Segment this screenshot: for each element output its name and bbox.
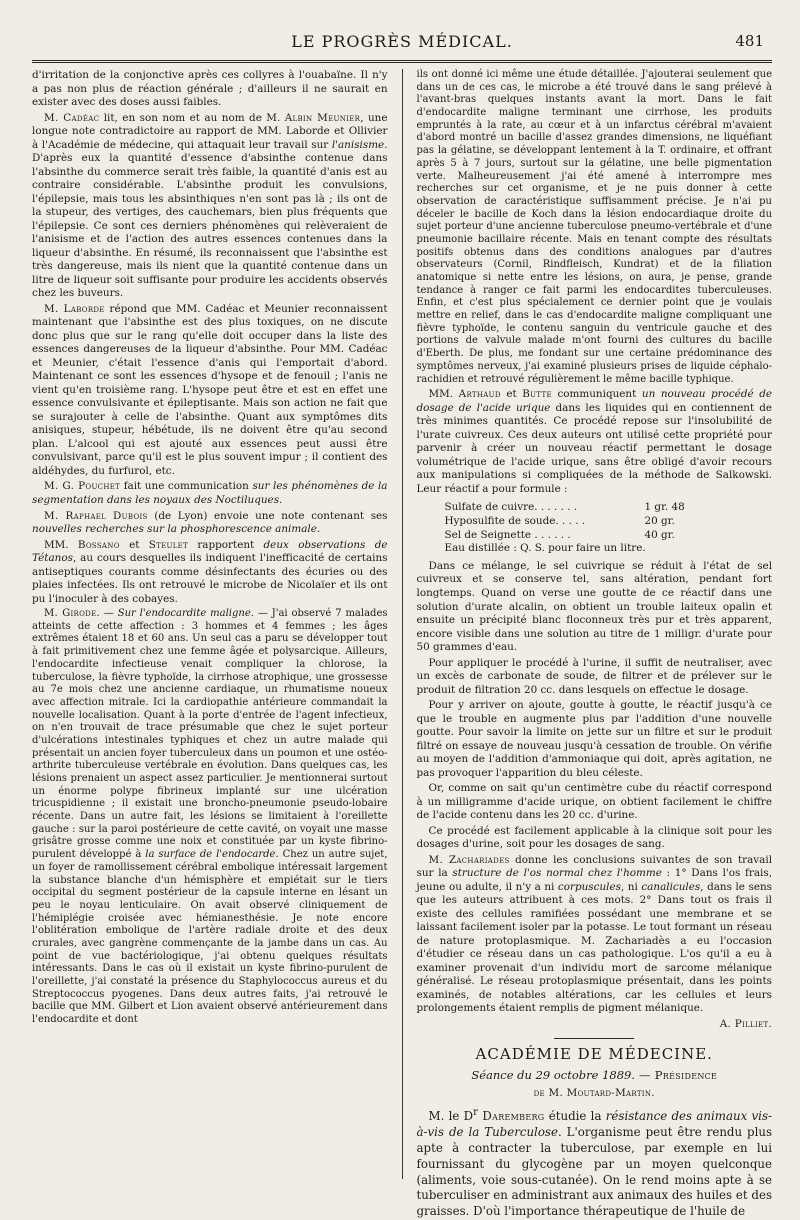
ingredient-quantity: 40 gr.: [644, 529, 675, 542]
signature: A. Pilliet.: [719, 1017, 773, 1030]
paragraph: ils ont donné ici même une étude détaillée. J'ajouterai seulement que dans un de ces cas, le microbe a été trouvé dans le sang prélevé à l'avant-bras quelques instants avant la mort. Dans le fait d'endocardite maligne terminant une cirrhose, les produits empruntés à la rate, au cœur et à un infarctus cérébral m'avaient d'abord montré un bacille d'assez grandes dimensions, ne liquéfiant pas la gélatine, se développant lentement à la T. ordinaire, et offrant après 5 à 7 jours, surtout sur la gélatine, une belle pigmentation verte. Malheureusement j'ai été amené à interrompre mes recherches sur cet organisme, et je ne puis donner à cette observation de caractéristique suffisamment précise. Je n'ai pu déceler le bacille de Koch dans la lésion endocardiaque droite du sujet porteur d'une ancienne tuberculose pneumo-vertébrale et d'une pneumonie bacillaire récente. Mais en tenant compte des résultats positifs obtenus dans des conditions analogues par d'autres observateurs (Cornil, Rindfleisch, Kundrat) et de la filiation anatomique si nette entre les lésions, on aura, je pense, grande tendance à ranger ce fait parmi les endocardites tuberculeuses. Enfin, et c'est plus spécialement ce dernier point que je voulais mettre en relief, dans le cas d'endocardite maligne compliquant une fièvre typhoïde, le contenu sanguin du ventricule gauche et des portions de valvule malade m'ont fourni des cultures du bacille d'Eberth. De plus, me fondant sur une certaine prédominance des symptômes nerveux, j'ai examiné plusieurs prises de liquide céphalo-rachidien et retrouvé régulièrement le même bacille typhique.: [416, 69, 773, 385]
ingredient-name: Hyposulfite de soude. . . . .: [444, 515, 586, 528]
paragraph: [32, 510, 388, 537]
text-run: dans les liquides qui en contiennent de très minimes quantités. Ce procédé repose sur l'insolubilité de l'urate cuivreux. Ces deux auteurs ont utilisé cette propriété pour parvenir à créer un nouveau réactif permettant le dosage volumétrique de l'acide urique, sans être obligé d'avoir recours aux manipulations si compliquées de la méthode de Salkowski. Leur réactif a pour formule :: [416, 401, 773, 495]
paragraph: Or, comme on sait qu'un centimètre cube du réactif correspond à un milligramme d'acide urique, on obtient facilement le chiffre de l'acide contenu dans les 20 cc. d'urine.: [416, 782, 773, 822]
session-line: [417, 1068, 773, 1083]
italic-title: Sur l'endocardite maligne.: [117, 608, 254, 620]
paragraph: [417, 1106, 773, 1220]
paragraph: Dans ce mélange, le sel cuivrique se réduit à l'état de sel cuivreux et se conserve tel, sans altération, pendant fort longtemps. Quand on verse une goutte de ce réactif dans une solution d'urate alcalin, on obtient un trouble laiteux opalin et ensuite un précipité blanc floconneux très pur et très apparent, encore visible dans une solution au titre de 1 milligr. d'urate pour 50 grammes d'eau.: [416, 559, 773, 654]
text-run: —: [99, 608, 118, 620]
ingredient-name: Sulfate de cuivre. . . . . . .: [444, 501, 578, 514]
column-divider: [402, 69, 403, 1179]
text-run: — J'ai observé 7 malades atteints de cette affection : 3 hommes et 4 femmes ; les âges extrêmes étaient 18 et 60 ans. Un seul cas a paru se développer tout à fait primitivement chez une femme âgée et polysarcique. Ailleurs, l'endocardite infectieuse venait compliquer la chlorose, la tuberculose, la fièvre typhoïde, la cirrhose atrophique, une grossesse au 7e mois chez une ancienne cardiaque, un rhumatisme noueux avec affection mitrale. Ici la cardiopathie antérieure commandait la nouvelle localisation. Quant à la porte d'entrée de l'agent infectieux, on n'en trouvait de trace présumable que chez le sujet porteur d'ulcérations intestinales typhiques et chez un autre malade qui présentait un ancien foyer tuberculeux dans un poumon et une ostéo-arthrite tuberculeuse vertébrale en évolution. Dans quelques cas, les lésions prenaient un aspect assez particulier. Je mentionnerai surtout un énorme polype fibrineux implanté sur une ulcération tricuspidienne ; il existait une broncho-pneumonie pseudo-lobaire récente. Dans un autre fait, les lésions se limitaient à l'oreillette gauche : sur la paroi postérieure de cette cavité, on voyait une masse grisâtre grosse comme une noix et constituée par un kyste fibrino-purulent développé à: [32, 608, 388, 861]
running-head: [32, 30, 772, 56]
italic-title: sur les phénomènes de la segmentation dans les noyaux des Noctiluques.: [32, 480, 388, 506]
header-rule: [32, 60, 772, 63]
formula-total: Eau distillée : Q. S. pour faire un litre.: [444, 542, 646, 555]
formula-row: [445, 500, 695, 514]
italic-term: la surface de l'endocarde: [145, 849, 276, 861]
paragraph: Ce procédé est facilement applicable à la clinique soit pour les dosages d'urine, soit pour les dosages de sang.: [416, 824, 773, 851]
session-date: Séance du 29 octobre 1889.: [471, 1068, 636, 1082]
author-name: Bossano: [77, 538, 120, 551]
paragraph: Pour appliquer le procédé à l'urine, il suffit de neutraliser, avec un excès de carbonate de soude, de filtrer et de prélever sur le produit de filtration 20 cc. dans lesquels on effectue le dosage.: [416, 656, 773, 696]
formula-row: [445, 528, 695, 542]
left-column: [32, 69, 388, 1179]
author-name: M. Girode.: [44, 608, 100, 620]
superscript: r: [473, 1107, 478, 1119]
italic-term: l'anisisme: [331, 138, 385, 151]
author-name: Steulet: [148, 538, 189, 551]
formula-row: [445, 514, 695, 528]
text-run: , une longue note contradictoire au rapport de MM. Laborde et Ollivier à l'Académie de médecine, qui attaquait leur travail sur: [32, 111, 388, 151]
text-run: . L'organisme peut être rendu plus apte à contracter la tuberculose, par exemple en lui fournissant du glycogène par un moyen quelconque (aliments, voie sous-cutanée). On le rend moins apte à se tuberculiser en administrant aux animaux des huiles et des graisses. D'où l'importance thérapeutique de l'huile de: [416, 1125, 773, 1219]
italic-term: canalicules: [641, 880, 701, 893]
text-run: fait une communication: [120, 480, 253, 493]
text-run: étudie la: [544, 1109, 606, 1124]
text-run: MM.: [428, 388, 459, 401]
text-run: , au cours desquelles ils indiquent l'inefficacité de certains antiseptiques courants comme désinfectants des écuries ou des plaies infectées. Ils ont retrouvé le microbe de Nicolaïer et ils ont pu l'inoculer à des cobayes.: [32, 552, 388, 605]
text-run: MM.: [44, 538, 78, 551]
text-run: donne les conclusions suivantes de son travail sur la: [416, 853, 773, 880]
paragraph: [32, 112, 388, 301]
text-run: rapportent: [188, 538, 264, 551]
paragraph: [32, 608, 388, 1027]
text-run: et: [500, 388, 523, 401]
text-run: lit, en son nom et au nom de M.: [99, 111, 285, 124]
right-column: [416, 69, 773, 1219]
text-run: répond que MM. Cadéac et Meunier reconnaissent maintenant que l'absinthe est des plus toxiques, on ne discute donc plus que sur le rang qu'elle doit occuper dans la liste des essences dangereuses de la liqueur d'absinthe. Pour MM. Cadéac et Meunier, c'était l'essence d'anis qui l'emportait d'abord. Maintenant ce sont les essences d'hysope et de fenouil ; l'anis ne vient qu'en troisième rang. L'hysope peut être et est en effet une essence convulsivante et épileptisante. Mais son action ne fait que se surajouter à celle de l'absinthe. Quant aux symptômes dits anisiques, stupeur, hébétude, ils ne doivent être qu'au second plan. L'alcool qui est ajouté aux essences peut aussi être convulsivant, parce qu'il est le plus souvent impur ; il contient des aldéhydes, du furfurol, etc.: [32, 302, 388, 477]
paragraph: [417, 854, 773, 1016]
text-run: : 1° Dans l'os frais, jeune ou adulte, il n'y a ni: [416, 867, 773, 893]
paragraph: [417, 388, 773, 496]
text-run: , dans le sens que les auteurs attribuent à ces mots. 2° Dans tout os frais il existe des cellules ramifiées possédant une membrane et se laissant facilement isoler par la potasse. Le tout formant un réseau de nature protoplasmique. M. Zachariadès a eu l'occasion d'étudier ce réseau dans un cas pathologique. L'os qu'il a eu à examiner provenait d'un individu mort de sarcome mélanique généralisé. Le réseau protoplasmique présentait, dans les points examinés, de notables altérations, car les cellules et leurs prolongements étaient remplis de pigment mélanique.: [416, 880, 773, 1015]
paragraph: d'irritation de la conjonctive après ces collyres à l'ouabaïne. Il n'y a pas non plus de réaction générale ; d'ailleurs il ne saurait en exister avec des doses aussi faibles.: [32, 69, 388, 109]
text-run: et: [119, 538, 149, 551]
paragraph: Pour y arriver on ajoute, goutte à goutte, le réactif jusqu'à ce que le trouble en augmente plus par l'addition d'une nouvelle goutte. Pour savoir la limite on jette sur un filtre et sur le produit filtré on essaye de nouveau jusqu'à cessation de trouble. On vérifie au moyen de l'addition d'ammoniaque qui doit, après agitation, ne pas provoquer l'apparition du bleu céleste.: [416, 699, 773, 779]
presidency-label: — Présidence: [635, 1068, 718, 1082]
text-run: (de Lyon) envoie une note contenant ses: [147, 509, 388, 522]
italic-title: nouvelles recherches sur la phosphorescence animale.: [32, 523, 321, 536]
journal-title: LE PROGRÈS MÉDICAL.: [291, 32, 513, 51]
italic-title: un nouveau procédé de dosage de l'acide urique: [416, 388, 772, 414]
text-run: . D'après eux la quantité d'essence d'absinthe contenue dans l'absinthe du commerce serait très faible, la quantité d'anis est au contraire considérable. L'absinthe produit les convulsions, l'épilepsie, mais tous les absinthiques n'en sont pas là ; ils ont de la stupeur, des vertiges, des cauchemars, bien plus fréquents que l'épilepsie. Ce sont ces derniers phénomènes qui relèveraient de l'anisisme et de l'action des autres essences contenues dans la liqueur d'absinthe. En résumé, ils reconnaissent que l'absinthe est très dangereuse, mais ils nient que la quantité contenue dans un litre de liqueur soit suffisante pour produire les accidents observés chez les buveurs.: [32, 138, 388, 300]
author-name: M. G. Pouchet: [44, 480, 121, 493]
page-number: 481: [735, 32, 764, 50]
italic-title: résistance des animaux vis-à-vis de la Tuberculose: [416, 1109, 772, 1140]
paragraph: [32, 303, 388, 479]
author-name: Daremberg: [477, 1109, 545, 1124]
president-name: de M. Moutard-Martin.: [533, 1086, 655, 1099]
two-column-body: [32, 69, 773, 1219]
author-name: M. Raphael Dubois: [44, 509, 148, 522]
ingredient-quantity: 20 gr.: [644, 515, 675, 528]
section-title: ACADÉMIE DE MÉDECINE.: [475, 1044, 713, 1063]
section-rule: [554, 1038, 634, 1039]
author-name: M. Zachariades: [428, 853, 510, 866]
text-run: M. le D: [428, 1109, 474, 1124]
author-name: Butte: [522, 388, 552, 401]
author-name: M. Cadéac: [44, 111, 100, 124]
italic-term: corpuscules: [557, 880, 621, 893]
paragraph: [32, 539, 388, 607]
reagent-formula: [445, 500, 695, 556]
paragraph: [32, 480, 388, 507]
ingredient-name: Sel de Seignette . . . . . .: [444, 529, 571, 542]
author-name: Arthaud: [458, 388, 501, 401]
ingredient-quantity: 1 gr. 48: [644, 501, 685, 514]
text-run: , ni: [620, 880, 642, 893]
italic-title: deux observations de Tétanos: [32, 538, 388, 565]
author-name: Albin Meunier: [284, 111, 361, 124]
text-run: communiquent: [551, 388, 642, 401]
author-name: M. Laborde: [44, 302, 105, 315]
italic-title: structure de l'os normal chez l'homme: [452, 867, 662, 880]
text-run: . Chez un autre sujet, un foyer de ramollissement cérébral embolique intéressait largement la substance blanche d'un hémisphère et empiétait sur le tiers occipital du segment postérieur de la capsule interne en lésant un peu le noyau lenticulaire. On avait observé cliniquement de l'hémiplégie croisée avec hémianesthésie. Je note encore l'oblitération embolique de l'artère radiale droite et des deux crurales, avec gangrène commençante de la jambe dans un cas. Au point de vue bactériologique, j'ai obtenu quelques résultats intéressants. Dans le cas où il existait un kyste fibrino-purulent de l'oreillette, j'ai constaté la présence du Staphylococcus aureus et du Streptococcus pyogenes. Dans deux autres faits, j'ai retrouvé le bacille que MM. Gilbert et Lion avaient observé antérieurement dans l'endocardite et dont: [32, 849, 388, 1026]
